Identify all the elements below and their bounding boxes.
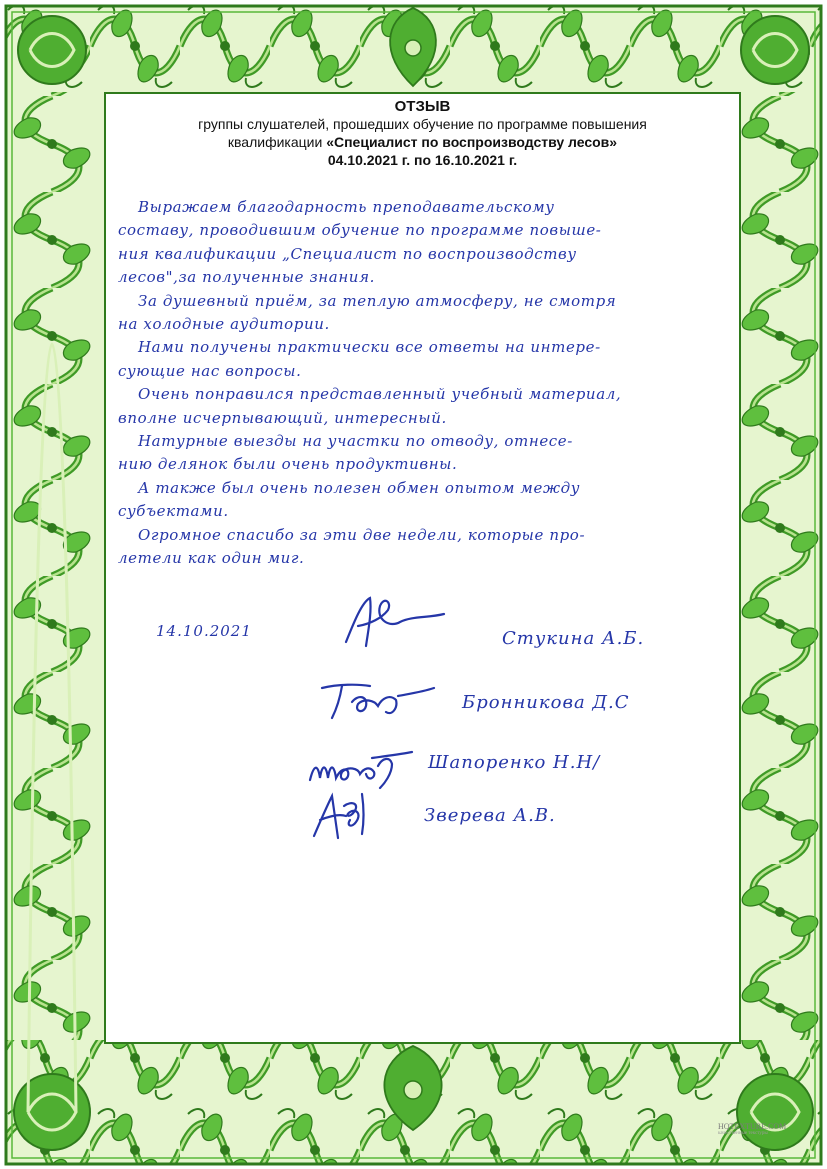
body-line: сующие нас вопросы. [118, 361, 302, 380]
body-line: А также был очень полезен обмен опытом между [138, 478, 581, 497]
body-line: летели как один миг. [118, 549, 305, 568]
program-name: «Специалист по воспроизводству лесов» [326, 134, 618, 150]
signatory-name: Зверева А.В. [424, 805, 556, 826]
signatory-name: Бронникова Д.С [462, 692, 630, 713]
body-line: За душевный приём, за теплую атмосферу, не смотря [138, 291, 617, 310]
signatory-name: Шапоренко Н.Н/ [428, 752, 601, 773]
watermark [718, 1122, 786, 1136]
document-subtitle-line2 [104, 133, 741, 151]
watermark-brand: HQTEXTURE.COM [718, 1122, 787, 1131]
handwritten-feedback [118, 196, 718, 571]
signatory-name: Стукина А.Б. [502, 628, 645, 649]
signature-bronnikova [318, 676, 438, 724]
body-line: ния квалификации „Специалист по воспроизводству [118, 244, 577, 263]
signature-zvereva [306, 786, 376, 846]
body-line: субъектами. [118, 502, 229, 521]
document-title: ОТЗЫВ [394, 98, 451, 115]
body-line: составу, проводившим обучение по программе повыше- [118, 221, 602, 240]
body-line: Огромное спасибо за эти две недели, которые про- [138, 525, 586, 544]
signature-shaporenko [306, 744, 416, 792]
body-line: Натурные выезды на участки по отводу, отнесе- [138, 432, 573, 451]
subtitle-prefix: квалификации [227, 134, 323, 150]
document-header [104, 96, 741, 169]
body-line: Нами получены практически все ответы на интере- [138, 338, 601, 357]
document-subtitle-line1: группы слушателей, прошедших обучение по программе повышения [198, 116, 647, 132]
body-line: вполне исчерпывающий, интересный. [118, 408, 447, 427]
body-line: Выражаем благодарность преподавательскому [138, 198, 555, 216]
feedback-date: 14.10.2021 [156, 622, 252, 640]
body-line: лесов",за полученные знания. [118, 268, 375, 287]
signature-stukina [340, 592, 450, 652]
body-line: нию делянок были очень продуктивны. [118, 455, 458, 474]
body-line: на холодные аудитории. [118, 315, 330, 334]
training-period: 04.10.2021 г. по 16.10.2021 г. [327, 152, 518, 168]
watermark-tagline: качественные текстуры [718, 1131, 768, 1136]
body-line: Очень понравился представленный учебный материал, [138, 385, 622, 404]
